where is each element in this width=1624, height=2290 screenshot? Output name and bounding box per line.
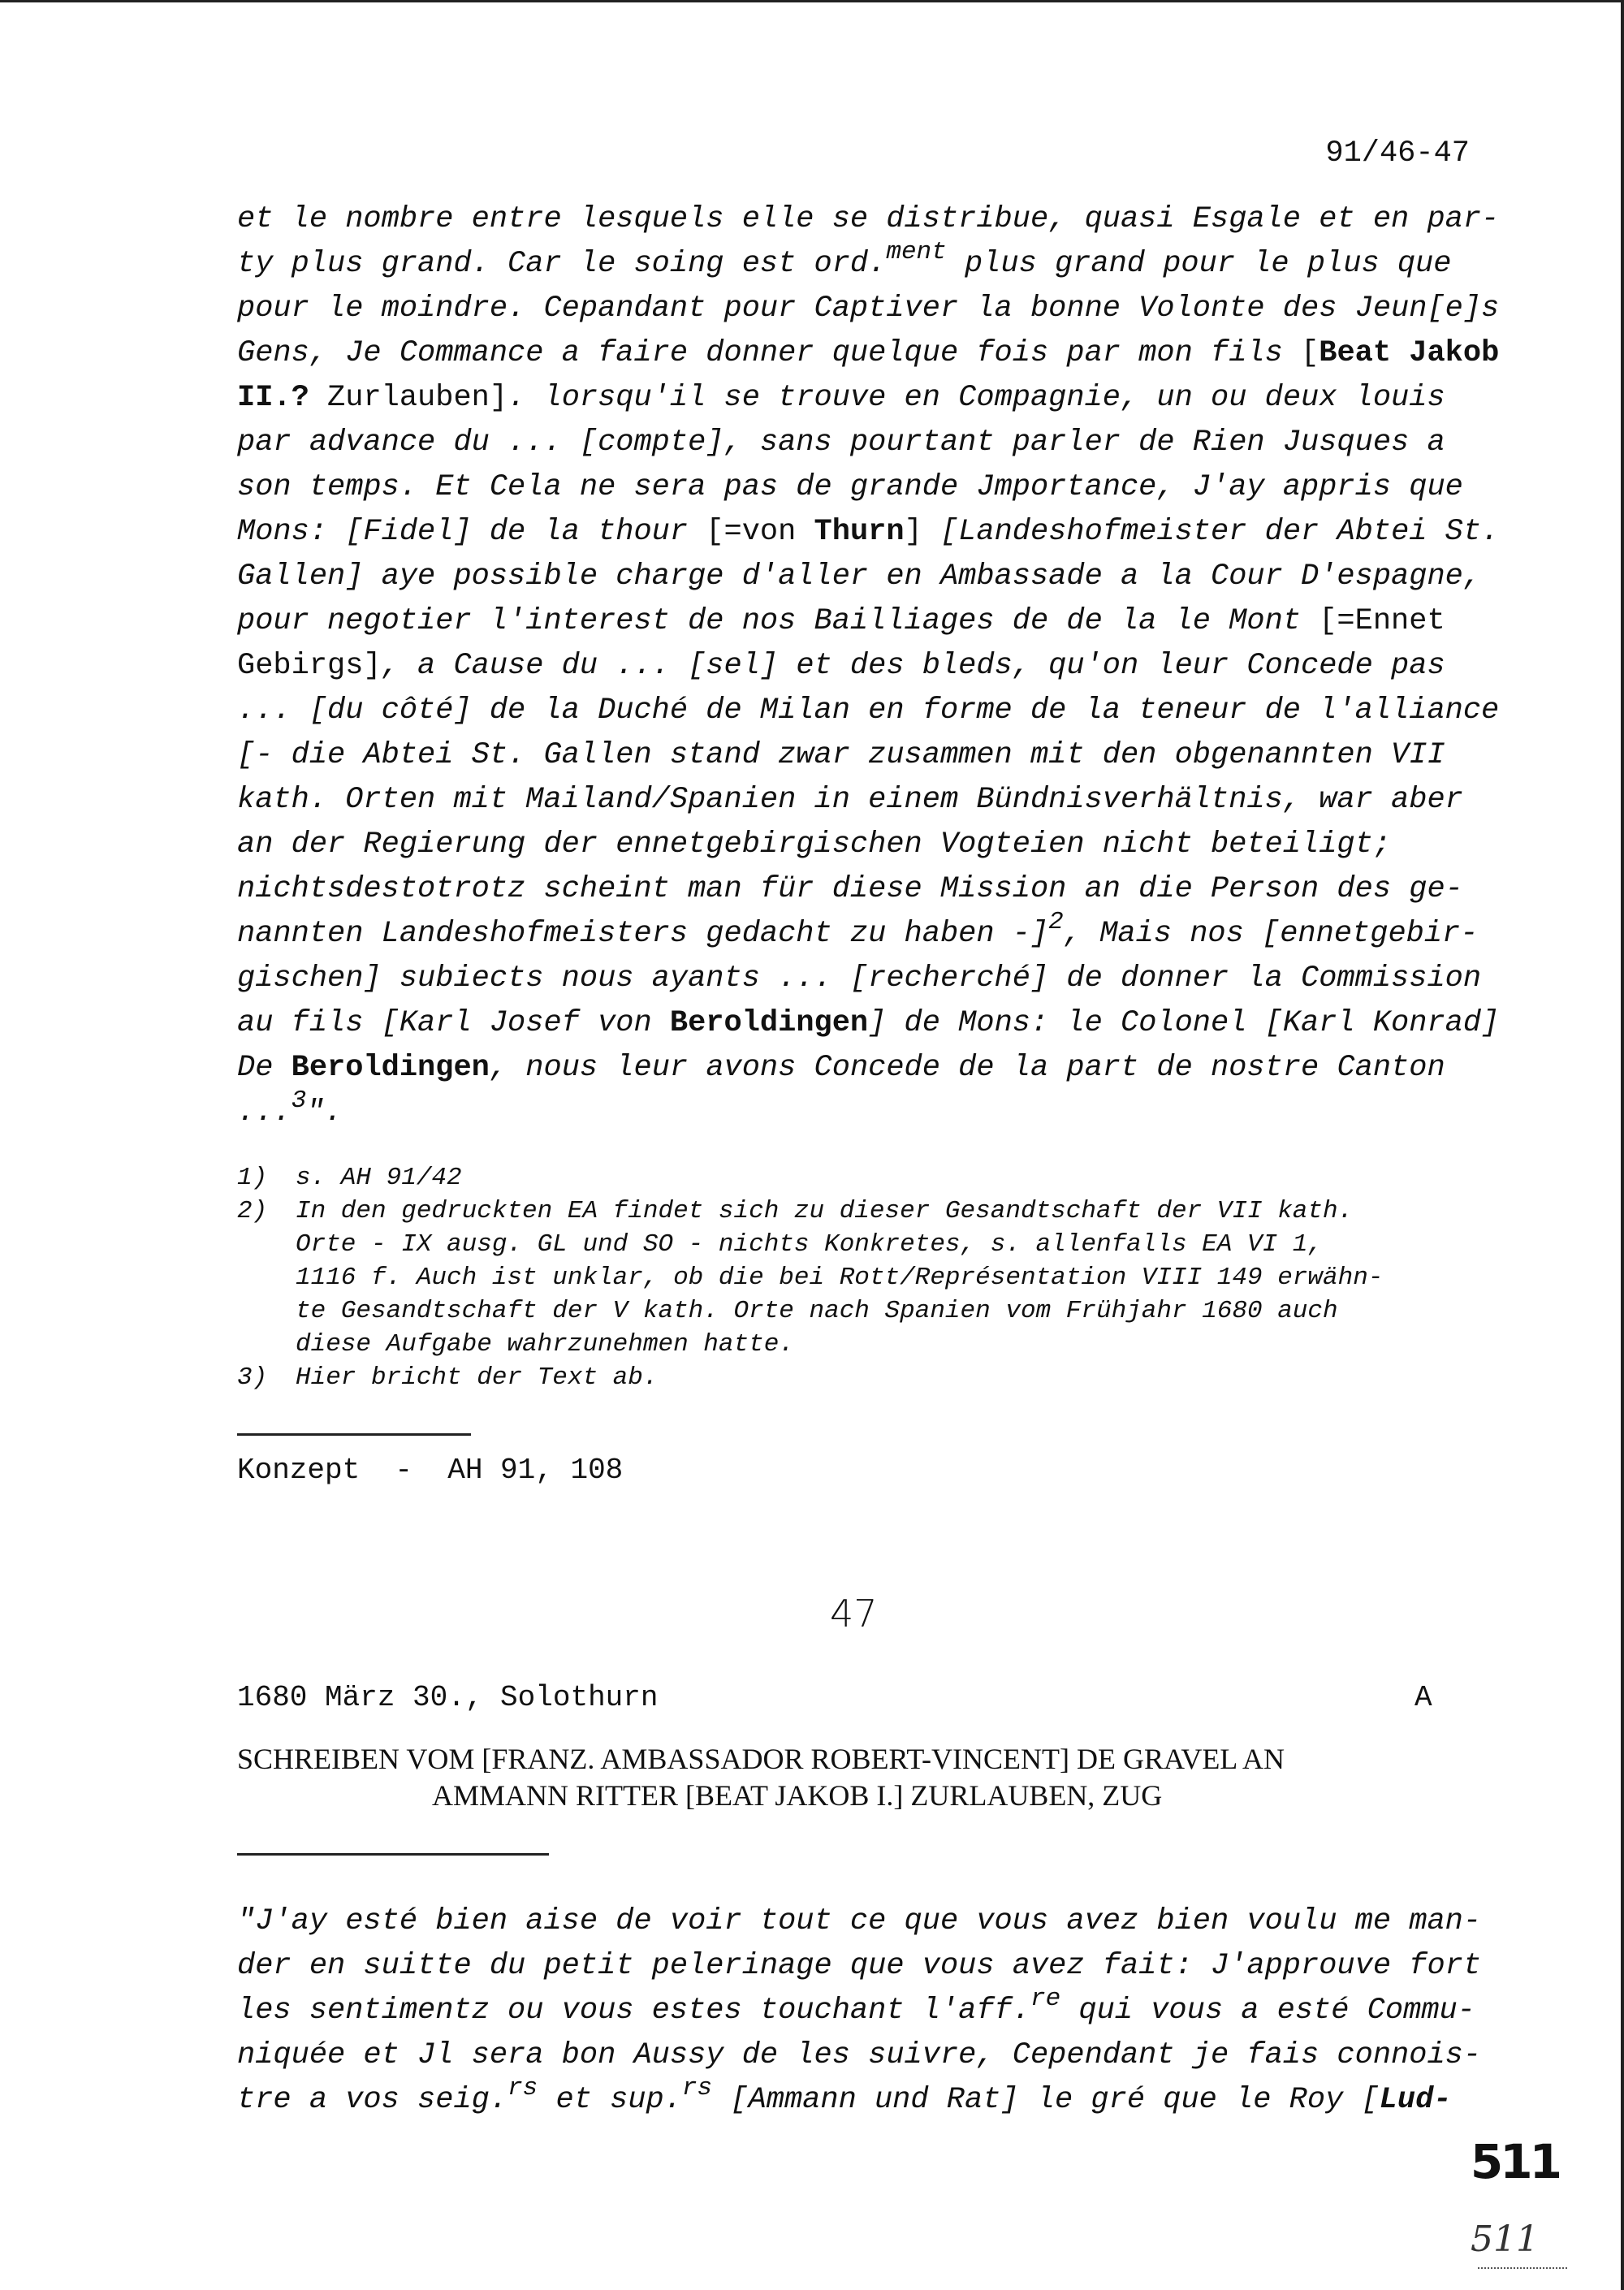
bold-name: Beroldingen [669,1006,869,1040]
text-run: qui vous a esté Commu- [1060,1994,1475,2028]
letter-start-line [237,1899,1482,1944]
letter-continuation-line [237,287,1500,331]
letter-continuation-line [237,421,1479,465]
text-run: pour negotier l'interest de nos Bailliages de de la le Mont [237,604,1320,638]
upright-text: ] [904,515,922,549]
text-run: pour le moindre. Cepandant pour Captiver la bonne Volonte des Jeun[e]s [237,292,1500,326]
letter-start-line [237,1985,1479,2033]
footnote-text: Hier bricht der Text ab. [296,1363,659,1392]
handwritten-dots [1478,2258,1567,2269]
text-run: niquée et Jl sera bon Aussy de les suivre, Cependant je fais connois- [237,2038,1482,2072]
text-run: De [237,1051,292,1085]
letter-continuation-line [237,957,1482,1001]
page-reference: 91/46-47 [1325,136,1470,171]
text-run: kath. Orten mit Mailand/Spanien in einem Bündnisverhältnis, war aber [237,783,1463,817]
page-border-top [0,0,1624,2]
footnote-number: 1) [237,1164,268,1192]
text-run: , Mais nos [ennetgebir- [1063,917,1479,951]
text-run: nichtsdestotrotz scheint man für diese Mission an die Person des ge- [237,872,1463,906]
footnote-text: s. AH 91/42 [296,1164,462,1192]
footnote [237,1161,1504,1195]
letter-start-line [237,2033,1482,2078]
upright-text: Gebirgs] [237,649,382,683]
footnote [237,1195,1504,1361]
superscript: rs [508,2074,538,2102]
bold-name: Lud- [1379,2083,1452,2117]
letter-continuation-line [237,867,1479,912]
superscript: ment [886,238,947,266]
text-run: et sup. [538,2083,682,2117]
text-run: nannten Landeshofmeisters gedacht zu haben -] [237,917,1049,951]
letter-continuation-line [237,238,1479,287]
text-run: ". [306,1095,343,1130]
letter-continuation-line [237,555,1482,599]
text-run: les sentimentz ou vous estes touchant l'aff. [237,1994,1030,2028]
separator-rule [237,1433,471,1436]
letter-continuation-line [237,733,1479,778]
document-title-line-2: AMMANN RITTER [BEAT JAKOB I.] ZURLAUBEN, ZUG [432,1779,1163,1812]
letter-continuation-line [237,908,1479,957]
text-run: [Ammann und Rat] le gré que le Roy [ [712,2083,1380,2117]
footnote [237,1361,1504,1394]
letter-continuation-line [237,823,1479,867]
superscript: rs [681,2074,713,2102]
text-run: "J'ay esté bien aise de voir tout ce que vous avez bien voulu me man- [237,1904,1482,1938]
letter-continuation-line [237,1046,1479,1091]
letter-continuation-line [237,376,1479,421]
text-run: tre a vos seig. [237,2083,508,2117]
page-number-handwritten: 511 [1471,2219,1539,2260]
document-number: 47 [830,1592,878,1635]
footnote-number: 3) [237,1363,268,1392]
letter-continuation-line [237,689,1500,733]
text-run: gischen] subiects nous ayants ... [recherché] de donner la Commission [237,961,1482,996]
text-run: plus grand pour le plus que [946,247,1452,281]
text-run: Gens, Je Commance a faire donner quelque fois par mon fils [237,336,1302,370]
page-border-right [1621,0,1624,2290]
letter-continuation-line [237,1087,1479,1135]
letter-continuation-line [237,778,1479,823]
bold-name: Thurn [814,515,905,549]
title-separator-rule [237,1853,549,1856]
text-run: et le nombre entre lesquels elle se distribue, quasi Esgale et en par- [237,202,1500,236]
letter-continuation-line [237,1001,1500,1046]
text-run: , a Cause du ... [sel] et des bleds, qu'on leur Concede pas [381,649,1445,683]
letter-continuation-line [237,644,1479,689]
upright-text: Zurlauben] [309,381,508,415]
bold-name: II.? [237,381,309,415]
text-run: der en suitte du petit pelerinage que vous avez fait: J'approuve fort [237,1949,1482,1983]
text-run: , nous leur avons Concede de la part de nostre Canton [489,1051,1445,1085]
text-run: ... [du côté] de la Duché de Milan en forme de la teneur de l'alliance [237,693,1500,728]
upright-text: [=von [706,515,814,549]
text-run: [Landeshofmeister der Abtei St. [922,515,1500,549]
text-run: ty plus grand. Car le soing est ord. [237,247,887,281]
upright-text: [ [1301,336,1320,370]
letter-start-text [237,1899,1482,2123]
bold-name: Beroldingen [291,1051,490,1085]
document-title-line-1: SCHREIBEN VOM [FRANZ. AMBASSADOR ROBERT-VINCENT] DE GRAVEL AN [237,1743,1285,1775]
superscript: re [1030,1985,1061,2013]
superscript: 2 [1048,908,1064,936]
letter-continuation-line [237,331,1500,376]
letter-start-line [237,1944,1482,1989]
text-run: . lorsqu'il se trouve en Compagnie, un ou deux louis [508,381,1445,415]
footnote-text: In den gedruckten EA findet sich zu dieser Gesandtschaft der VII kath. Orte - IX ausg. GL und SO - nichts Konkretes, s. allenfalls EA VI 1, 1116 f. Auch ist unklar, ob die bei Rott/Représentation VIII 149 erwähn- te Gesandtschaft der V kath. Orte nach Spanien vom Frühjahr 1680 auch diese Aufgabe wahrzunehmen hatte. [296,1197,1384,1359]
letter-continuation-line [237,197,1500,242]
text-run: ] de Mons: le Colonel [Karl Konrad] [868,1006,1500,1040]
letter-continuation-line [237,510,1500,555]
letter-continuation-text [237,197,1500,1135]
classification-mark: A [1415,1681,1432,1714]
text-run: au fils [Karl Josef von [237,1006,670,1040]
bold-name: Beat Jakob [1319,336,1500,370]
letter-continuation-line [237,465,1479,510]
superscript: 3 [291,1087,307,1115]
date-place-line: 1680 März 30., Solothurn [237,1681,659,1714]
text-run: par advance du ... [compte], sans pourtant parler de Rien Jusques a [237,426,1445,460]
letter-start-line [237,2074,1479,2123]
text-run: [- die Abtei St. Gallen stand zwar zusammen mit den obgenannten VII [237,738,1445,772]
footnotes [237,1161,1504,1394]
text-run: Gallen] aye possible charge d'aller en Ambassade a la Cour D'espagne, [237,560,1482,594]
text-run: Mons: [Fidel] de la thour [237,515,706,549]
text-run: son temps. Et Cela ne sera pas de grande Jmportance, J'ay appris que [237,470,1463,504]
text-run: ... [237,1095,292,1130]
letter-continuation-line [237,599,1479,644]
text-run: an der Regierung der ennetgebirgischen Vogteien nicht beteiligt; [237,827,1392,862]
footnote-number: 2) [237,1197,268,1225]
upright-text: [=Ennet [1319,604,1445,638]
source-note: Konzept - AH 91, 108 [237,1454,624,1487]
page-number: 511 [1470,2134,1559,2189]
